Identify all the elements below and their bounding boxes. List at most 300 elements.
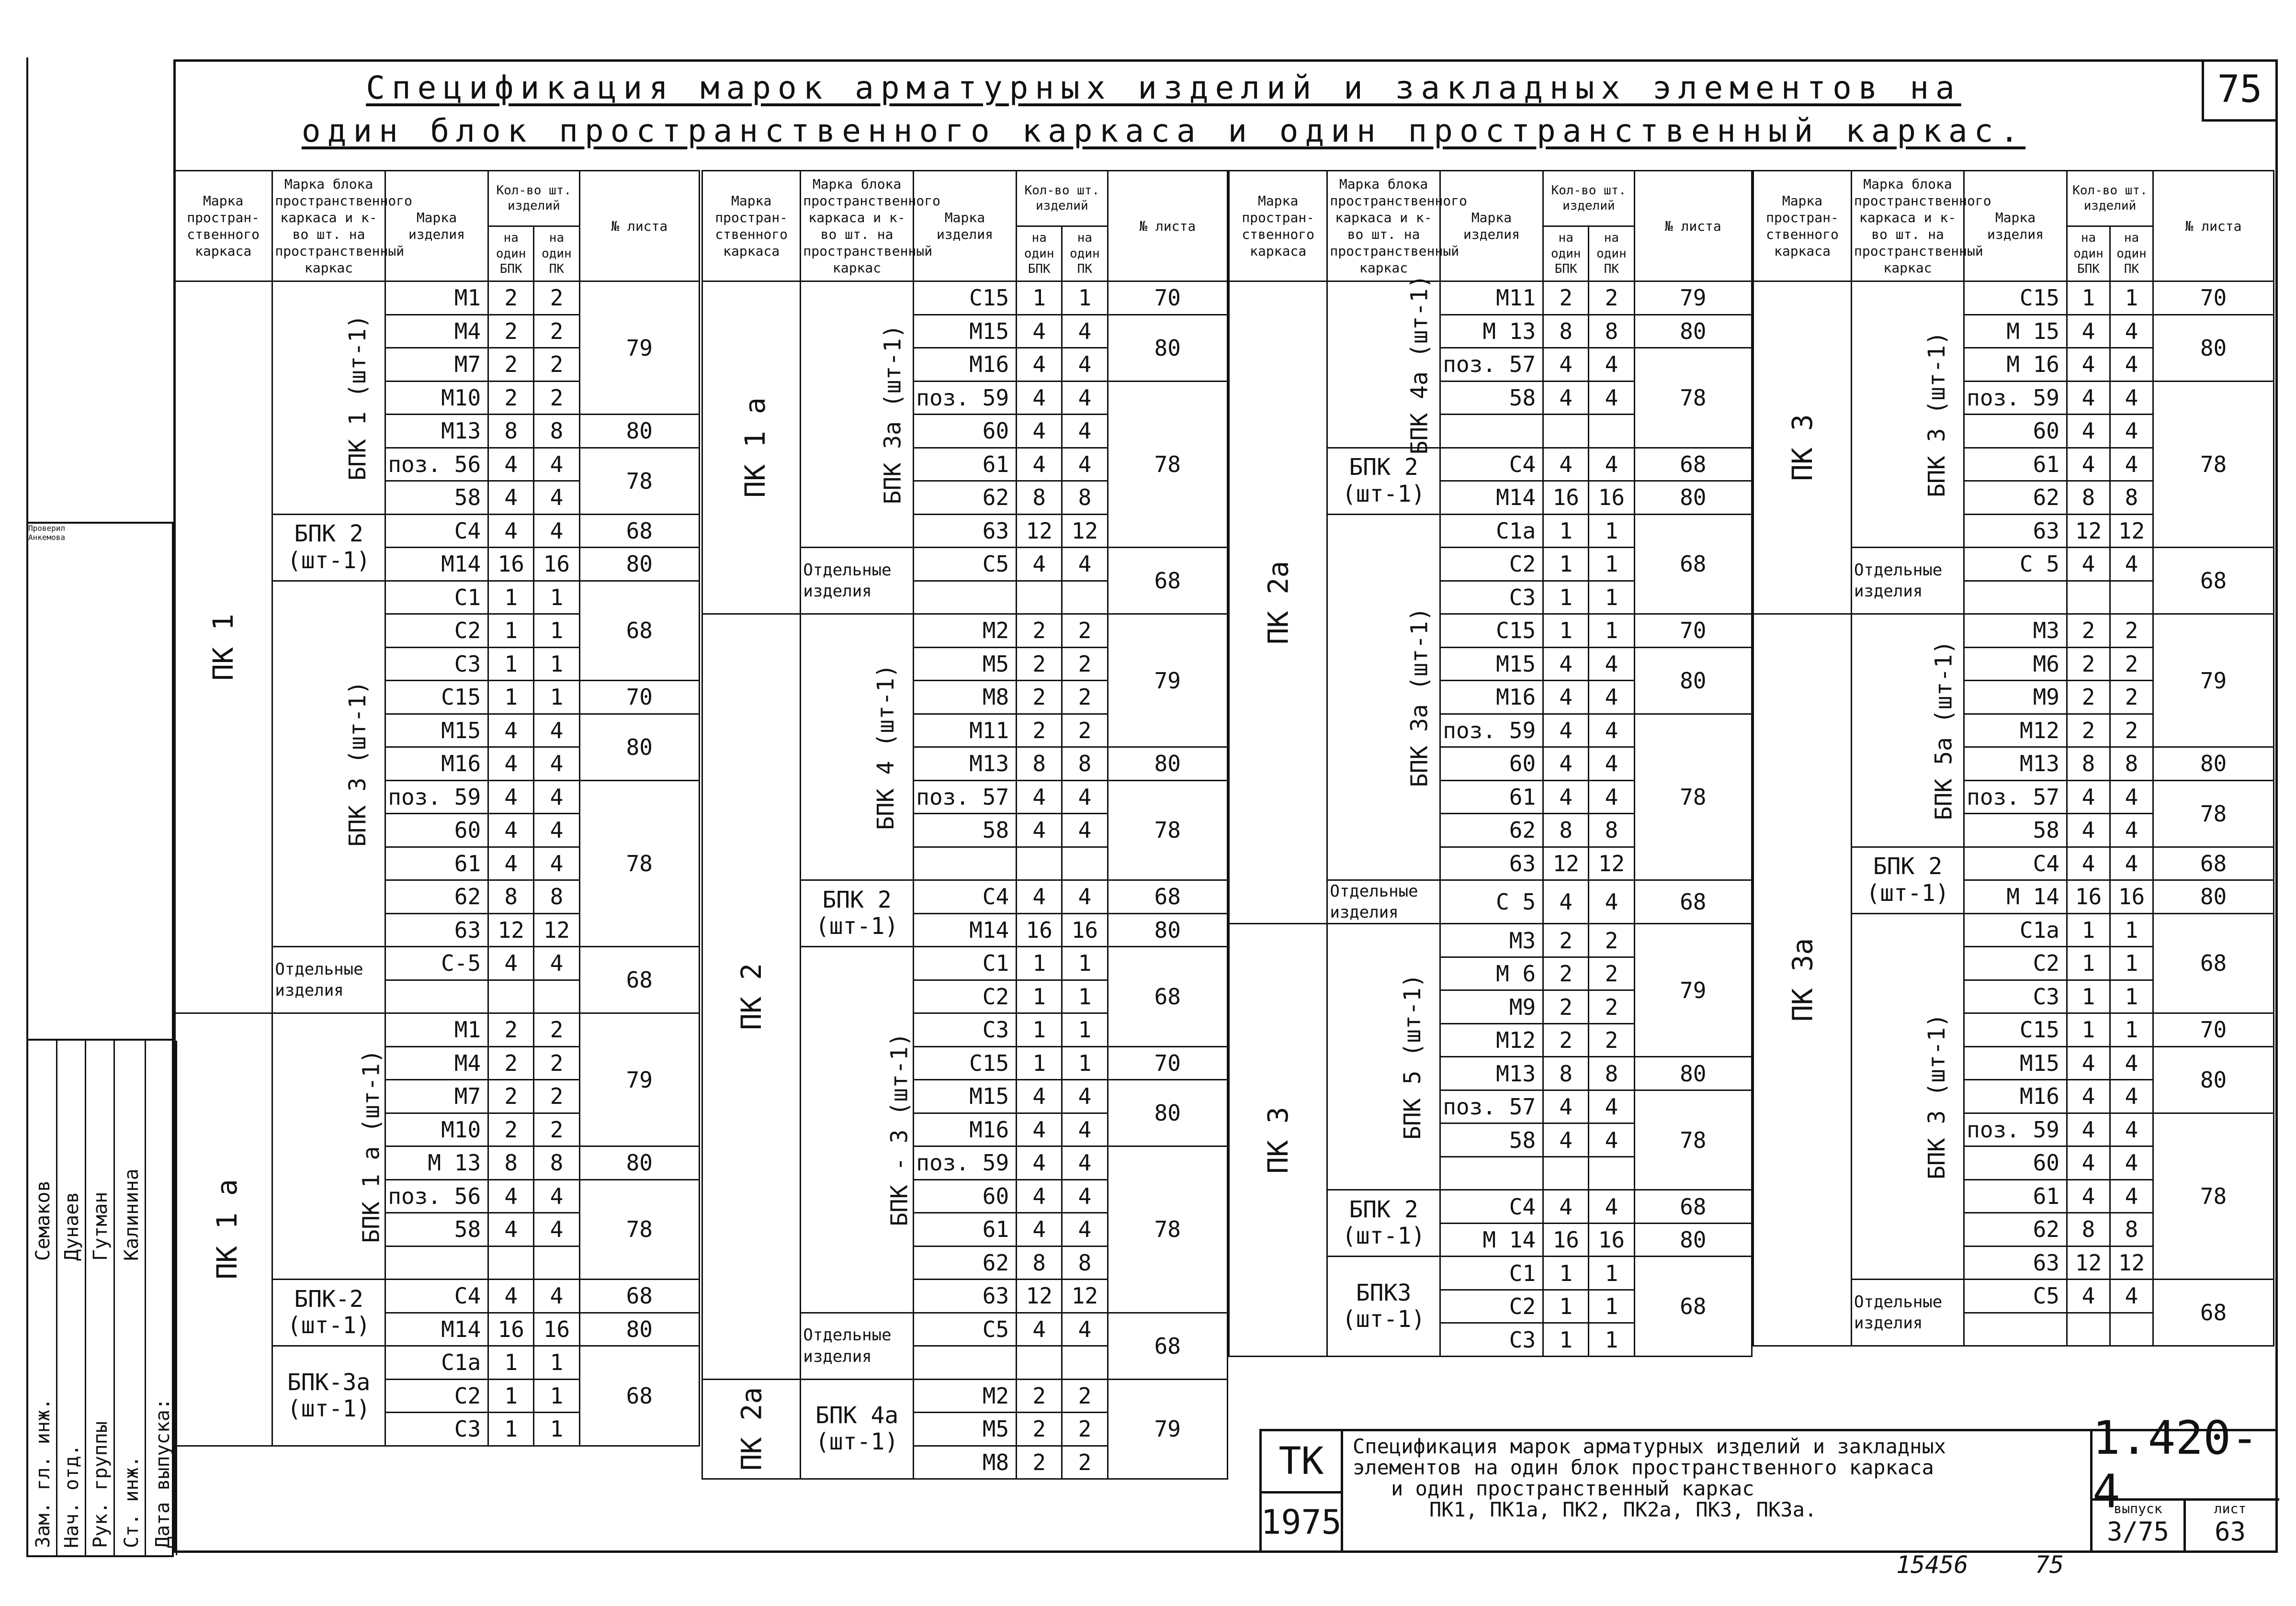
sheet-number: 68	[2153, 913, 2274, 1013]
item-mark: С 5	[1964, 548, 2067, 581]
qty-pk: 8	[1589, 1057, 1634, 1090]
bpk-label: БПК 2 (шт-1)	[287, 520, 371, 574]
pk-label: ПК 3	[1262, 1106, 1295, 1174]
item-mark: М 13	[1440, 314, 1543, 348]
sheet-number: 70	[1108, 1046, 1227, 1080]
qty-bpk: 2	[1017, 1413, 1062, 1446]
item-mark: М11	[1440, 281, 1543, 315]
bpk-cell	[272, 1280, 385, 1346]
qty-pk: 8	[1062, 1246, 1108, 1280]
qty-pk: 2	[2110, 681, 2153, 714]
bpk-label: Отдельные изделия	[803, 1325, 892, 1366]
qty-pk: 4	[2110, 548, 2153, 581]
qty-pk: 12	[1062, 514, 1108, 548]
qty-pk: 4	[2110, 348, 2153, 382]
qty-bpk	[488, 1246, 534, 1280]
sheet-number: 80	[1108, 913, 1227, 947]
header-bpk: Марка блока пространственного каркаса и к-во шт. на пространственный каркас	[272, 171, 385, 281]
qty-bpk: 4	[2067, 448, 2110, 481]
qty-bpk: 4	[1017, 381, 1062, 415]
qty-pk: 4	[2110, 448, 2153, 481]
qty-bpk: 4	[1017, 1179, 1062, 1213]
qty-bpk: 8	[2067, 481, 2110, 515]
bpk-cell	[1327, 1190, 1440, 1257]
stamp-list	[2183, 1501, 2277, 1551]
qty-pk: 12	[2110, 514, 2153, 548]
bpk-label: Отдельные изделия	[1854, 560, 1943, 601]
qty-bpk: 2	[2067, 614, 2110, 648]
side-role: Рук. группы	[90, 1421, 112, 1548]
header-qty-bpk: на один БПК	[2067, 226, 2110, 281]
qty-bpk: 4	[1017, 880, 1062, 914]
qty-pk: 8	[1589, 314, 1634, 348]
qty-bpk: 1	[1017, 281, 1062, 315]
spec-table	[701, 170, 1228, 1480]
bpk-cell	[801, 880, 913, 947]
sheet-number: 78	[1108, 780, 1227, 880]
qty-pk: 2	[1589, 957, 1634, 990]
qty-bpk: 2	[1017, 1446, 1062, 1479]
header-pk: Марка простран-ственного каркаса	[1753, 171, 1852, 281]
header-mark: Марка изделия	[1440, 171, 1543, 281]
qty-pk: 4	[1589, 880, 1634, 924]
qty-bpk: 1	[1017, 1046, 1062, 1080]
qty-bpk: 4	[488, 481, 534, 515]
qty-pk: 4	[2110, 415, 2153, 448]
item-mark: С4	[1964, 847, 2067, 880]
qty-pk	[534, 1246, 579, 1280]
item-mark: М15	[1964, 1046, 2067, 1080]
qty-bpk: 4	[488, 847, 534, 880]
sheet-number: 70	[2153, 281, 2274, 315]
sheet-number: 78	[1634, 1090, 1752, 1190]
item-mark: М 6	[1440, 957, 1543, 990]
qty-pk: 4	[1589, 747, 1634, 781]
item-mark: поз. 56	[385, 448, 488, 481]
item-mark: С15	[913, 1046, 1016, 1080]
bpk-label: БПК 3 (шт-1)	[1923, 331, 1950, 497]
qty-pk: 2	[534, 381, 579, 415]
qty-pk: 2	[534, 1013, 579, 1047]
qty-bpk: 2	[1017, 647, 1062, 681]
sheet-number: 79	[579, 1013, 699, 1146]
item-mark: С4	[385, 514, 488, 548]
separate-items-cell	[1852, 548, 1964, 614]
qty-pk: 4	[1062, 548, 1108, 581]
item-mark: М14	[385, 548, 488, 581]
sheet-number: 68	[1634, 1190, 1752, 1224]
pk-label: ПК 2а	[1262, 561, 1295, 644]
qty-bpk: 2	[488, 1113, 534, 1146]
header-qty: Кол-во шт. изделий	[1543, 171, 1634, 226]
qty-bpk: 4	[2067, 847, 2110, 880]
item-mark: 62	[385, 880, 488, 914]
pk-cell	[1753, 281, 1852, 614]
qty-bpk: 16	[2067, 880, 2110, 914]
item-mark: 60	[385, 814, 488, 847]
item-mark: М8	[913, 681, 1016, 714]
qty-pk: 1	[1589, 1290, 1634, 1323]
qty-pk: 12	[1062, 1280, 1108, 1313]
sheet-number: 80	[579, 548, 699, 581]
item-mark: 62	[1964, 481, 2067, 515]
qty-bpk: 16	[1017, 913, 1062, 947]
qty-bpk: 4	[488, 1179, 534, 1213]
item-mark: М10	[385, 381, 488, 415]
item-mark: М13	[1964, 747, 2067, 781]
qty-pk: 8	[1589, 814, 1634, 847]
item-mark: М1	[385, 281, 488, 315]
side-name: Гутман	[90, 1191, 112, 1261]
item-mark: М12	[1440, 1023, 1543, 1057]
qty-bpk: 4	[1543, 880, 1589, 924]
qty-bpk: 12	[488, 913, 534, 947]
qty-pk	[1589, 1157, 1634, 1190]
qty-bpk: 1	[2067, 980, 2110, 1013]
qty-bpk: 4	[1543, 780, 1589, 814]
sheet-number: 68	[1108, 1313, 1227, 1379]
item-mark: 60	[1964, 415, 2067, 448]
item-mark: 58	[1440, 1123, 1543, 1157]
item-mark: 63	[385, 913, 488, 947]
item-mark: М 15	[1964, 314, 2067, 348]
qty-bpk: 2	[1543, 957, 1589, 990]
qty-bpk: 16	[1543, 1223, 1589, 1257]
spec-table	[173, 170, 700, 1447]
bpk-cell	[1327, 1257, 1440, 1357]
pk-label: ПК 3	[1786, 414, 1819, 481]
sheet-number-box: 75	[2202, 59, 2275, 122]
item-mark: 61	[1964, 448, 2067, 481]
bpk-label: БПК - 3 (шт-1)	[886, 1033, 914, 1227]
qty-bpk: 8	[1543, 814, 1589, 847]
qty-pk: 4	[534, 448, 579, 481]
sheet-number: 80	[1634, 481, 1752, 515]
item-mark: поз. 59	[1964, 381, 2067, 415]
qty-bpk: 2	[1017, 681, 1062, 714]
qty-bpk: 4	[1017, 314, 1062, 348]
item-mark: 60	[1964, 1146, 2067, 1180]
qty-bpk: 8	[2067, 747, 2110, 781]
qty-bpk: 2	[488, 281, 534, 315]
item-mark: С1	[913, 947, 1016, 980]
qty-pk: 16	[534, 1313, 579, 1346]
item-mark: М7	[385, 1080, 488, 1113]
qty-bpk: 8	[488, 415, 534, 448]
bpk-cell	[1327, 448, 1440, 514]
item-mark	[385, 980, 488, 1013]
qty-bpk: 1	[488, 647, 534, 681]
sheet-number: 68	[1634, 1257, 1752, 1357]
spec-table	[1753, 170, 2274, 1347]
pk-label: ПК 1	[207, 614, 240, 681]
item-mark: М 14	[1440, 1223, 1543, 1257]
qty-bpk: 1	[2067, 947, 2110, 980]
side-role: Нач. отд.	[61, 1444, 83, 1548]
item-mark: С5	[1964, 1280, 2067, 1313]
item-mark: М 13	[385, 1146, 488, 1180]
sheet-number: 79	[1634, 281, 1752, 315]
bpk-cell	[1852, 847, 1964, 913]
item-mark: С4	[1440, 1190, 1543, 1224]
qty-pk: 12	[2110, 1246, 2153, 1280]
item-mark: М16	[913, 1113, 1016, 1146]
qty-bpk: 8	[1543, 1057, 1589, 1090]
qty-bpk: 4	[488, 780, 534, 814]
header-mark: Марка изделия	[1964, 171, 2067, 281]
table-row	[702, 614, 1228, 648]
header-bpk: Марка блока пространственного каркаса и к-во шт. на пространственный каркас	[1852, 171, 1964, 281]
sheet-number: 80	[1634, 314, 1752, 348]
qty-pk: 4	[534, 714, 579, 747]
item-mark: М 14	[1964, 880, 2067, 914]
qty-bpk: 4	[1017, 548, 1062, 581]
sheet-number: 68	[1108, 548, 1227, 614]
qty-pk: 8	[2110, 1213, 2153, 1247]
side-stamp-upper	[26, 522, 174, 1041]
header-qty-pk: на один ПК	[1062, 226, 1108, 281]
item-mark: С1а	[1964, 913, 2067, 947]
item-mark: поз. 57	[1440, 1090, 1543, 1123]
item-mark: М13	[385, 415, 488, 448]
qty-bpk: 4	[1017, 1113, 1062, 1146]
item-mark: М13	[913, 747, 1016, 781]
item-mark: М16	[1964, 1080, 2067, 1113]
qty-bpk: 4	[2067, 348, 2110, 382]
item-mark: М5	[913, 647, 1016, 681]
item-mark: поз. 56	[385, 1179, 488, 1213]
separate-items-cell	[272, 947, 385, 1013]
item-mark: поз. 57	[913, 780, 1016, 814]
item-mark: С4	[385, 1280, 488, 1313]
qty-pk: 4	[1062, 1313, 1108, 1346]
title-line-2: один блок пространственного каркаса и один пространственный каркас.	[301, 112, 2026, 149]
item-mark: поз. 59	[913, 381, 1016, 415]
side-stamp	[26, 1039, 174, 1557]
bpk-cell	[1852, 913, 1964, 1280]
qty-bpk: 1	[1543, 548, 1589, 581]
qty-bpk: 2	[488, 1046, 534, 1080]
item-mark: С2	[1964, 947, 2067, 980]
qty-bpk: 4	[2067, 314, 2110, 348]
qty-pk	[1062, 1346, 1108, 1380]
qty-bpk: 4	[1017, 1313, 1062, 1346]
qty-pk: 16	[2110, 880, 2153, 914]
qty-bpk: 1	[2067, 1013, 2110, 1047]
header-qty: Кол-во шт. изделий	[488, 171, 579, 226]
sheet-number: 80	[2153, 880, 2274, 914]
bpk-cell	[1852, 281, 1964, 548]
bpk-label: БПК 5 (шт-1)	[1399, 974, 1426, 1140]
item-mark: М14	[385, 1313, 488, 1346]
qty-pk: 1	[2110, 281, 2153, 315]
qty-pk: 8	[1062, 747, 1108, 781]
qty-bpk: 4	[488, 747, 534, 781]
qty-bpk: 2	[1543, 281, 1589, 315]
bpk-cell	[272, 581, 385, 947]
qty-pk: 4	[1062, 314, 1108, 348]
bpk-label: БПК-3а (шт-1)	[287, 1369, 371, 1422]
qty-pk: 1	[1062, 947, 1108, 980]
qty-bpk: 1	[488, 1379, 534, 1413]
item-mark: С3	[913, 1013, 1016, 1047]
vypusk-label: выпуск	[2114, 1501, 2162, 1516]
sheet-number: 70	[2153, 1013, 2274, 1047]
item-mark: М16	[913, 348, 1016, 382]
qty-pk: 4	[2110, 1113, 2153, 1146]
item-mark: М16	[385, 747, 488, 781]
stamp-desc-line: элементов на один блок пространственного каркаса	[1353, 1456, 1934, 1480]
item-mark: С15	[1964, 1013, 2067, 1047]
bpk-cell	[1327, 514, 1440, 880]
bpk-label: БПК-2 (шт-1)	[287, 1285, 371, 1339]
bpk-cell	[1327, 924, 1440, 1190]
qty-bpk: 1	[1017, 980, 1062, 1013]
pk-cell	[702, 614, 801, 1380]
qty-bpk: 4	[2067, 1113, 2110, 1146]
pk-label: ПК 1 а	[738, 397, 771, 498]
qty-pk: 16	[1589, 1223, 1634, 1257]
stamp-vypusk	[2090, 1501, 2186, 1551]
sheet-number: 78	[1108, 1146, 1227, 1313]
qty-pk: 4	[1589, 647, 1634, 681]
qty-bpk	[2067, 581, 2110, 614]
qty-pk: 4	[2110, 814, 2153, 847]
sheet-number: 78	[1108, 381, 1227, 548]
item-mark: М2	[913, 614, 1016, 648]
qty-pk: 4	[1589, 714, 1634, 747]
header-qty-bpk: на один БПК	[488, 226, 534, 281]
qty-pk: 8	[534, 880, 579, 914]
qty-bpk: 2	[1017, 714, 1062, 747]
stamp-description	[1353, 1436, 2081, 1520]
qty-bpk: 4	[1543, 747, 1589, 781]
item-mark	[1440, 1157, 1543, 1190]
qty-bpk: 8	[1543, 314, 1589, 348]
qty-bpk: 1	[488, 581, 534, 614]
item-mark: М6	[1964, 647, 2067, 681]
qty-bpk: 2	[488, 348, 534, 382]
item-mark: С1	[385, 581, 488, 614]
qty-pk: 8	[1062, 481, 1108, 515]
item-mark: 58	[913, 814, 1016, 847]
sheet-number: 80	[1108, 1080, 1227, 1146]
item-mark: С1а	[385, 1346, 488, 1380]
qty-bpk: 16	[1543, 481, 1589, 515]
item-mark	[913, 581, 1016, 614]
sheet-number: 80	[1108, 747, 1227, 781]
bpk-label: БПК 2 (шт-1)	[1342, 454, 1425, 507]
side-name: Дунаев	[61, 1191, 83, 1261]
sheet-number: 68	[2153, 847, 2274, 880]
item-mark: М7	[385, 348, 488, 382]
stamp-desc-line: ПК1, ПК1а, ПК2, ПК2а, ПК3, ПК3а.	[1429, 1498, 1817, 1522]
qty-pk: 2	[534, 314, 579, 348]
sheet-number: 68	[2153, 548, 2274, 614]
sheet-number: 68	[1634, 448, 1752, 481]
table-row	[174, 281, 700, 315]
item-mark: 62	[913, 481, 1016, 515]
qty-pk: 4	[2110, 1280, 2153, 1313]
qty-bpk: 4	[1017, 415, 1062, 448]
item-mark: поз. 59	[1964, 1113, 2067, 1146]
qty-bpk: 1	[1543, 1290, 1589, 1323]
qty-pk: 4	[1062, 1113, 1108, 1146]
table-row	[1753, 614, 2274, 648]
qty-pk: 4	[534, 814, 579, 847]
qty-bpk: 2	[2067, 714, 2110, 747]
item-mark: поз. 59	[1440, 714, 1543, 747]
qty-pk: 2	[534, 348, 579, 382]
item-mark	[1440, 415, 1543, 448]
item-mark: С3	[1964, 980, 2067, 1013]
pk-label: ПК 3а	[1786, 938, 1819, 1022]
sheet-number: 68	[1108, 880, 1227, 914]
qty-pk: 4	[1062, 448, 1108, 481]
qty-pk: 4	[2110, 847, 2153, 880]
item-mark: 62	[1440, 814, 1543, 847]
item-mark: С15	[1440, 614, 1543, 648]
item-mark: С3	[1440, 1323, 1543, 1357]
item-mark: 63	[1440, 847, 1543, 880]
pk-cell	[1229, 924, 1327, 1357]
item-mark: 58	[1440, 381, 1543, 415]
sheet-number: 80	[579, 1313, 699, 1346]
sheet-number: 78	[579, 780, 699, 947]
qty-bpk: 1	[1543, 581, 1589, 614]
qty-pk: 8	[534, 415, 579, 448]
qty-pk: 1	[2110, 1013, 2153, 1047]
qty-pk	[1062, 581, 1108, 614]
stamp-org: ТК	[1262, 1431, 1343, 1494]
qty-bpk: 4	[2067, 1280, 2110, 1313]
item-mark: 58	[385, 481, 488, 515]
sheet-number: 80	[579, 1146, 699, 1180]
sheet-number: 80	[2153, 314, 2274, 381]
qty-pk: 4	[1062, 814, 1108, 847]
qty-bpk: 2	[1017, 614, 1062, 648]
qty-bpk: 4	[1017, 1146, 1062, 1180]
qty-bpk: 16	[488, 1313, 534, 1346]
pk-label: ПК 2а	[735, 1387, 768, 1471]
qty-pk: 2	[1062, 714, 1108, 747]
qty-bpk: 1	[1543, 614, 1589, 648]
qty-pk: 4	[1062, 780, 1108, 814]
pk-cell	[702, 281, 801, 614]
header-bpk: Марка блока пространственного каркаса и к-во шт. на пространственный каркас	[1327, 171, 1440, 281]
qty-bpk: 12	[2067, 1246, 2110, 1280]
qty-bpk: 2	[488, 381, 534, 415]
table-row	[702, 281, 1228, 315]
item-mark: М8	[913, 1446, 1016, 1479]
qty-bpk: 4	[1543, 448, 1589, 481]
item-mark	[385, 1246, 488, 1280]
qty-pk: 1	[1062, 980, 1108, 1013]
table-row	[1753, 281, 2274, 315]
qty-pk: 8	[2110, 481, 2153, 515]
qty-pk	[534, 980, 579, 1013]
qty-bpk: 4	[2067, 381, 2110, 415]
qty-pk: 4	[1589, 1190, 1634, 1224]
item-mark: С5	[913, 1313, 1016, 1346]
header-mark: Марка изделия	[385, 171, 488, 281]
qty-bpk	[2067, 1313, 2110, 1346]
stamp-desc-line: Спецификация марок арматурных изделий и закладных	[1353, 1435, 1946, 1458]
item-mark: С2	[1440, 548, 1543, 581]
qty-pk: 8	[534, 1146, 579, 1180]
list-value: 63	[2214, 1516, 2246, 1547]
qty-pk	[1589, 415, 1634, 448]
